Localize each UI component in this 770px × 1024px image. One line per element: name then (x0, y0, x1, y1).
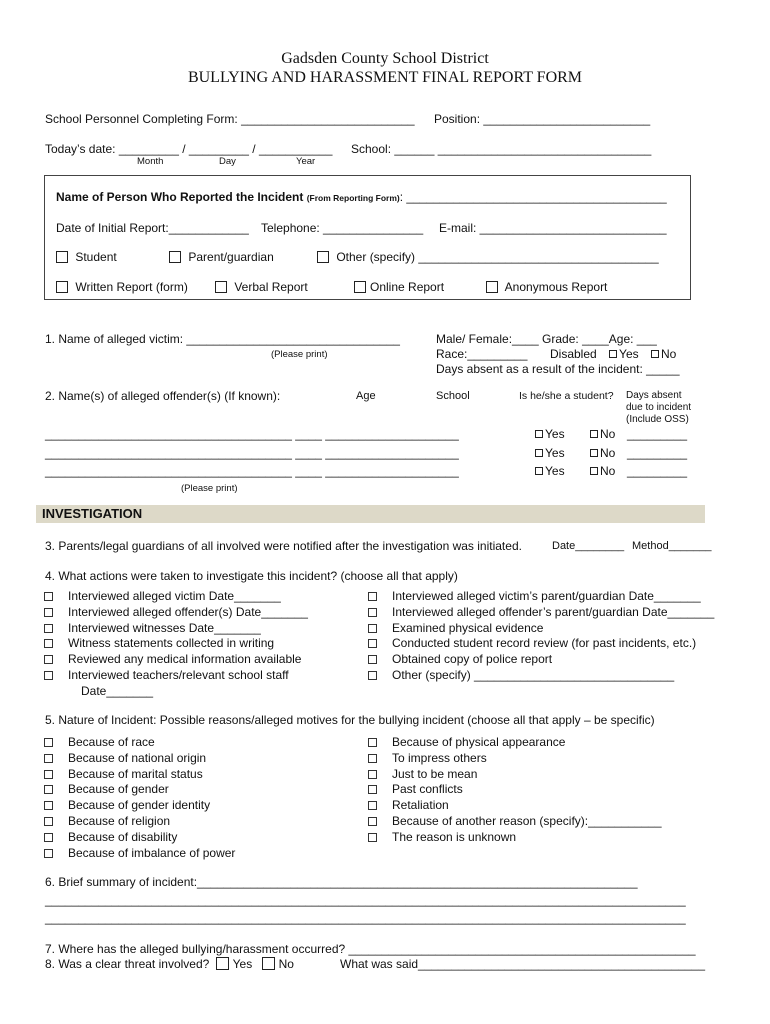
initial-report-date-field[interactable]: Date of Initial Report:____________ (56, 221, 249, 235)
due-to-incident-header: due to incident (626, 402, 692, 413)
victim-race-field[interactable]: Race:_________ (436, 347, 528, 361)
checklist-item[interactable]: Past conflicts (392, 782, 463, 797)
checkbox[interactable] (368, 833, 377, 842)
offender-row-2[interactable]: _____________________________________ ____ ____________________ (45, 446, 459, 460)
please-print-caption: (Please print) (271, 349, 328, 360)
checklist-item[interactable]: Conducted student record review (for past incidents, etc.) (392, 636, 697, 651)
checklist-item[interactable]: Interviewed alleged offender’s parent/guardian Date_______ (392, 604, 715, 619)
disabled-label: Disabled (550, 347, 597, 361)
checklist-item[interactable]: Because of another reason (specify):___________ (392, 814, 662, 828)
checkbox[interactable] (368, 785, 377, 794)
checkbox[interactable] (535, 430, 543, 438)
reporter-name-label: Name of Person Who Reported the Incident (56, 190, 304, 204)
checkbox[interactable] (44, 785, 53, 794)
checklist-item[interactable]: Interviewed witnesses Date_______ (68, 620, 261, 635)
online-report-option[interactable] (354, 280, 444, 294)
checkbox[interactable] (44, 801, 53, 810)
q8-yes-checkbox[interactable] (216, 957, 229, 970)
checkbox[interactable] (535, 449, 543, 457)
victim-days-absent[interactable]: Days absent as a result of the incident: _____ (436, 362, 680, 376)
checkbox[interactable] (44, 592, 53, 601)
checkbox[interactable] (215, 281, 227, 293)
checkbox[interactable] (44, 817, 53, 826)
q4-left-extra-date[interactable]: Date_______ (81, 684, 154, 698)
checkbox[interactable] (44, 833, 53, 842)
checklist-item[interactable]: Examined physical evidence (392, 620, 544, 635)
no-label: No (278, 957, 294, 971)
checklist-item[interactable]: Because of religion (68, 814, 171, 828)
checkbox[interactable] (44, 754, 53, 763)
checklist-item[interactable]: Because of race (68, 735, 155, 749)
checkbox[interactable] (56, 251, 68, 263)
checklist-item[interactable]: Because of marital status (68, 766, 203, 781)
day-caption: Day (219, 156, 236, 167)
reporter-student-option[interactable] (56, 250, 117, 264)
checkbox[interactable] (44, 849, 53, 858)
q8-threat (45, 957, 294, 971)
no-label: No (600, 464, 616, 478)
year-caption: Year (296, 156, 316, 167)
checkbox[interactable] (486, 281, 498, 293)
checkbox[interactable] (44, 770, 53, 779)
reporter-name-line: : _______________________________________ (399, 190, 667, 204)
checkbox[interactable] (368, 655, 377, 664)
yes-label: Yes (545, 427, 565, 441)
checkbox[interactable] (44, 608, 53, 617)
victim-disabled (550, 347, 676, 361)
today-date-field[interactable]: Today’s date: _________ / _________ / ___________ (45, 142, 333, 156)
option-label: Anonymous Report (504, 280, 608, 294)
checkbox[interactable] (44, 738, 53, 747)
checkbox[interactable] (368, 671, 377, 680)
checklist-item[interactable]: Because of physical appearance (392, 735, 566, 749)
offender-2-no[interactable] (590, 446, 615, 460)
checklist-item[interactable]: Reviewed any medical information available (68, 652, 302, 667)
please-print-caption-2: (Please print) (181, 483, 238, 494)
school-header: School (436, 390, 470, 402)
age-header: Age (356, 390, 376, 402)
q6-line-2[interactable]: ________________________________________________________________________________________________ (45, 893, 686, 907)
checklist-item[interactable]: Because of imbalance of power (68, 845, 236, 860)
checkbox[interactable] (354, 281, 366, 293)
personnel-field[interactable]: School Personnel Completing Form: __________________________ (45, 112, 415, 126)
checklist-item[interactable]: Interviewed teachers/relevant school staff (68, 668, 289, 682)
checklist-item[interactable]: Just to be mean (392, 766, 478, 781)
checkbox[interactable] (368, 817, 377, 826)
disabled-yes-checkbox[interactable] (609, 350, 617, 358)
written-report-option[interactable] (56, 280, 188, 294)
checkbox[interactable] (368, 738, 377, 747)
q8-text: 8. Was a clear threat involved? (45, 957, 210, 971)
yes-label: Yes (232, 957, 253, 971)
checkbox[interactable] (44, 671, 53, 680)
checkbox[interactable] (44, 639, 53, 648)
offender-label: 2. Name(s) of alleged offender(s) (If known): (45, 389, 281, 403)
offender-3-yes[interactable] (535, 464, 565, 478)
checklist-item[interactable]: To impress others (392, 750, 487, 765)
checklist-item[interactable]: Other (specify) ______________________________ (392, 668, 675, 682)
checkbox[interactable] (535, 467, 543, 475)
checklist-item[interactable]: Because of disability (68, 829, 178, 844)
checklist-item[interactable]: Because of gender (68, 782, 169, 797)
q5-text: 5. Nature of Incident: Possible reasons/alleged motives for the bullying incident (choose all that apply – be specific) (45, 713, 655, 727)
reporter-parent-option[interactable] (169, 250, 274, 264)
offender-1-yes[interactable] (535, 427, 565, 441)
q3-date-field[interactable]: Date________ (552, 540, 625, 552)
option-label: Online Report (370, 280, 445, 294)
anonymous-report-option[interactable] (486, 280, 607, 294)
checklist-item[interactable]: Retaliation (392, 798, 449, 813)
checklist-item[interactable]: Interviewed alleged victim Date_______ (68, 589, 281, 603)
investigation-header (36, 505, 705, 523)
offender-row-1[interactable]: _____________________________________ ____ ____________________ (45, 427, 459, 441)
checklist-item[interactable]: Obtained copy of police report (392, 652, 553, 667)
checklist-item[interactable]: Because of national origin (68, 750, 207, 765)
days-absent-header: Days absent (626, 390, 682, 401)
checkbox[interactable] (368, 592, 377, 601)
checkbox[interactable] (368, 624, 377, 633)
q4-text: 4. What actions were taken to investigate this incident? (choose all that apply) (45, 569, 458, 583)
q6-line-3[interactable]: ________________________________________________________________________________________________ (45, 911, 686, 925)
checkbox[interactable] (169, 251, 181, 263)
checklist-item[interactable]: Witness statements collected in writing (68, 636, 275, 651)
no-label: No (660, 347, 677, 361)
checkbox[interactable] (44, 655, 53, 664)
yes-label: Yes (545, 464, 565, 478)
offender-2-yes[interactable] (535, 446, 565, 460)
q6-summary-field[interactable]: 6. Brief summary of incident:__________________________________________________________________ (45, 875, 638, 889)
q3-method-field[interactable]: Method_______ (632, 540, 712, 552)
offender-3-days[interactable]: _________ (627, 464, 688, 478)
email-field[interactable]: E-mail: ____________________________ (439, 221, 667, 235)
disabled-no-checkbox[interactable] (651, 350, 659, 358)
reporter-name-note: (From Reporting Form) (306, 193, 400, 203)
is-student-header: Is he/she a student? (519, 390, 614, 402)
checkbox[interactable] (56, 281, 68, 293)
yes-label: Yes (619, 347, 639, 361)
checkbox[interactable] (368, 770, 377, 779)
investigation-title: INVESTIGATION (42, 506, 143, 521)
checkbox[interactable] (317, 251, 329, 263)
yes-label: Yes (545, 446, 565, 460)
no-label: No (600, 446, 616, 460)
verbal-report-option[interactable] (215, 280, 308, 294)
checkbox[interactable] (590, 467, 598, 475)
offender-1-days[interactable]: _________ (627, 427, 688, 441)
option-label: Student (75, 250, 117, 264)
checkbox[interactable] (368, 801, 377, 810)
victim-sex-grade-age[interactable]: Male/ Female:____ Grade: ____Age: ___ (436, 332, 657, 346)
district-name: Gadsden County School District (281, 50, 489, 67)
month-caption: Month (137, 156, 164, 167)
school-field[interactable]: School: ______ ________________________________ (351, 142, 652, 156)
option-label: Verbal Report (234, 280, 308, 294)
checklist-item[interactable]: Interviewed alleged victim’s parent/guardian Date_______ (392, 589, 701, 603)
offender-row-3[interactable]: _____________________________________ ____ ____________________ (45, 464, 459, 478)
checkbox[interactable] (590, 430, 598, 438)
checklist-item[interactable]: Because of gender identity (68, 798, 211, 813)
telephone-field[interactable]: Telephone: _______________ (261, 221, 424, 235)
checkbox[interactable] (368, 639, 377, 648)
offender-1-no[interactable] (590, 427, 615, 441)
victim-name-field[interactable]: 1. Name of alleged victim: ________________________________ (45, 332, 400, 346)
checklist-item[interactable]: Interviewed alleged offender(s) Date_______ (68, 604, 308, 619)
checkbox[interactable] (368, 754, 377, 763)
checkbox[interactable] (44, 624, 53, 633)
form-title: BULLYING AND HARASSMENT FINAL REPORT FORM (187, 69, 583, 86)
checkbox[interactable] (368, 608, 377, 617)
q7-location-field[interactable]: 7. Where has the alleged bullying/harassment occurred? ____________________________________________________ (45, 942, 696, 956)
option-label: Other (specify) ____________________________________ (336, 250, 659, 264)
reporter-name-field[interactable] (56, 190, 667, 204)
checklist-item[interactable]: The reason is unknown (392, 829, 517, 844)
checkbox[interactable] (590, 449, 598, 457)
offender-3-no[interactable] (590, 464, 615, 478)
option-label: Written Report (form) (75, 280, 188, 294)
q3-text: 3. Parents/legal guardians of all involved were notified after the investigation was initiated. (45, 539, 522, 553)
reporter-other-option[interactable] (317, 250, 659, 264)
q8-no-checkbox[interactable] (262, 957, 275, 970)
offender-2-days[interactable]: _________ (627, 446, 688, 460)
include-oss-header: (Include OSS) (626, 414, 689, 425)
option-label: Parent/guardian (188, 250, 274, 264)
no-label: No (600, 427, 616, 441)
q8-what-said-field[interactable]: What was said___________________________________________ (340, 957, 706, 971)
position-field[interactable]: Position: _________________________ (434, 112, 651, 126)
